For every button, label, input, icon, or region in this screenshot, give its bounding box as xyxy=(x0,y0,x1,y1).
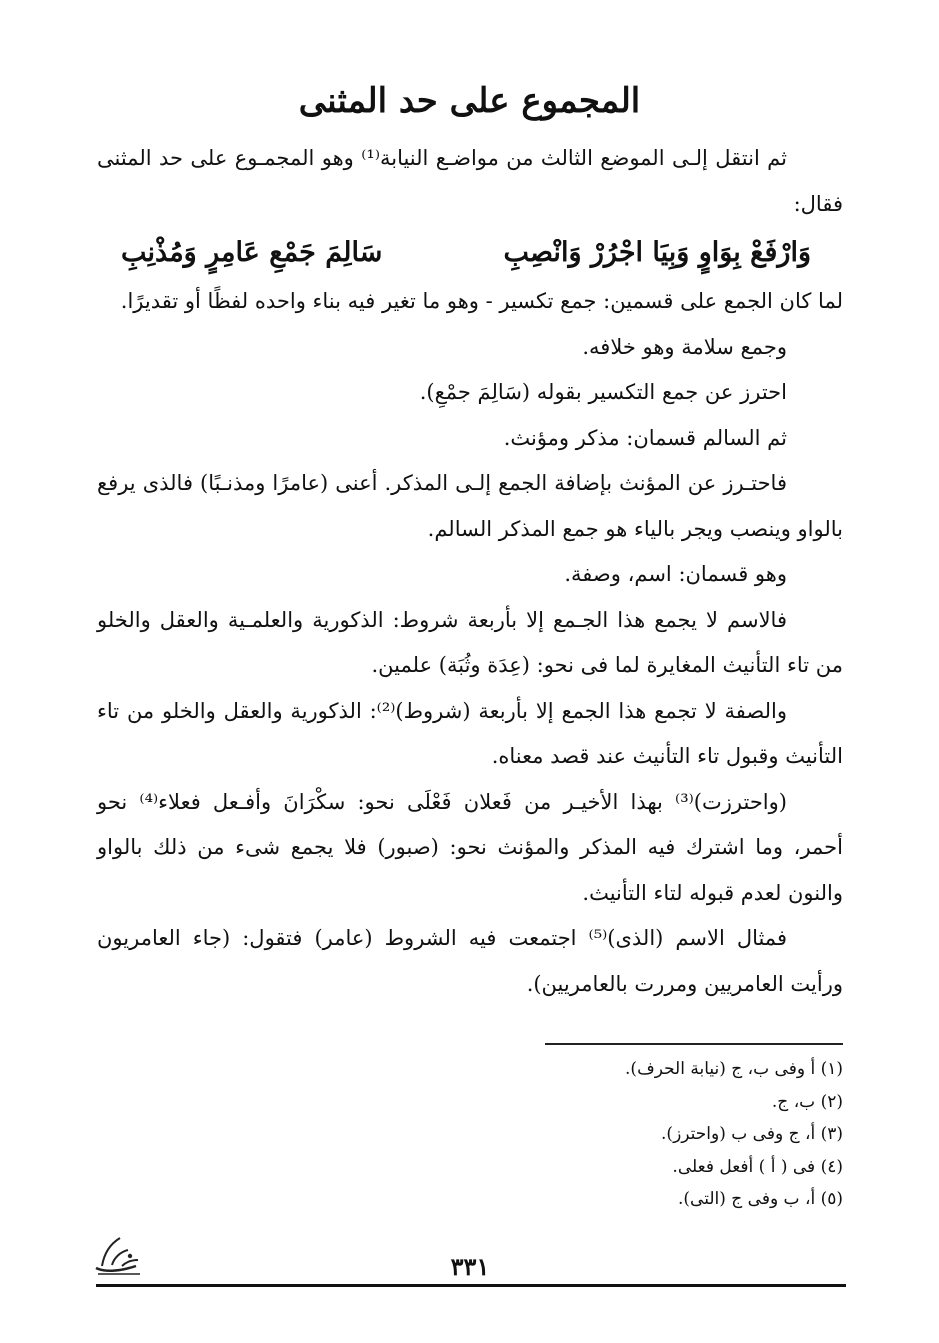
verse-line xyxy=(97,227,843,279)
page-title: المجموع على حد المثنى xyxy=(298,81,641,121)
paragraph: فالاسم لا يجمع هذا الجـمع إلا بأربعة شروط: الذكورية والعلمـية والعقل والخلو من تاء التأنيث المغايرة لما فى نحو: (عِدَة وثُبَة) علمين. xyxy=(97,607,843,677)
paragraph: فمثال الاسم (الذى)⁽⁵⁾ اجتمعت فيه الشروط (عامر) فتقول: (جاء العامريون ورأيت العامريين ومررت بالعامريين). xyxy=(97,926,843,996)
footnote-divider xyxy=(545,1043,843,1045)
paragraph: (واحترزت)⁽³⁾ بهذا الأخيـر من فَعلان فَعْلَى نحو: سكْرَانَ وأفـعل فعلاء⁽⁴⁾ نحو أحمر، وما اشترك فيه المذكر والمؤنث نحو: (صبور) فلا يجمع شىء من ذلك بالواو والنون لعدم قبوله لتاء التأنيث. xyxy=(97,789,843,905)
verse-left-hemistich: سَالِمَ جَمْعِ عَامِرٍ وَمُذْنِبِ xyxy=(121,237,383,268)
footnote-1: (١) أ وفى ب، ج (نيابة الحرف). xyxy=(625,1059,843,1079)
page-bottom-rule xyxy=(96,1284,846,1287)
paragraph: فاحتـرز عن المؤنث بإضافة الجمع إلـى المذكر. أعنى (عامرًا ومذنـبًا) فالذى يرفع بالواو وينصب ويجر بالياء هو جمع المذكر السالم. xyxy=(97,471,843,541)
paragraph: لما كان الجمع على قسمين: جمع تكسير - وهو ما تغير فيه بناء واحده لفظًا أو تقديرًا. xyxy=(120,289,843,313)
paragraph: والصفة لا تجمع هذا الجمع إلا بأربعة (شروط)⁽²⁾: الذكورية والعقل والخلو من تاء التأنيث وقبول تاء التأنيث عند قصد معناه. xyxy=(97,698,843,768)
footnote-4: (٤) فى ( أ ) أفعل فعلى. xyxy=(672,1156,843,1177)
paragraph: احترز عن جمع التكسير بقوله (سَالِمَ جمْعِ). xyxy=(419,380,787,404)
footnote-3: (٣) أ، ج وفى ب (واحترز). xyxy=(661,1124,843,1144)
paragraph: وجمع سلامة وهو خلافه. xyxy=(582,334,787,359)
paragraph: وهو قسمان: اسم، وصفة. xyxy=(564,562,787,586)
publisher-ornament-icon xyxy=(92,1232,144,1278)
paragraph-intro: ثم انتقل إلـى الموضع الثالث من مواضـع النيابة⁽¹⁾ وهو المجمـوع على حد المثنى فقال: xyxy=(97,146,843,216)
footnotes xyxy=(343,1053,843,1216)
main-text xyxy=(97,136,843,1007)
page-number: ٣٣١ xyxy=(450,1252,490,1281)
footnote-2: (٢) ب، ج. xyxy=(771,1091,843,1112)
paragraph: ثم السالم قسمان: مذكر ومؤنث. xyxy=(503,425,787,450)
footnote-5: (٥) أ، ب وفى ج (التى). xyxy=(678,1189,843,1209)
verse-right-hemistich: وَارْفَعْ بِوَاوٍ وَبِيَا اجْرُرْ وَانْصِبِ xyxy=(503,237,811,268)
